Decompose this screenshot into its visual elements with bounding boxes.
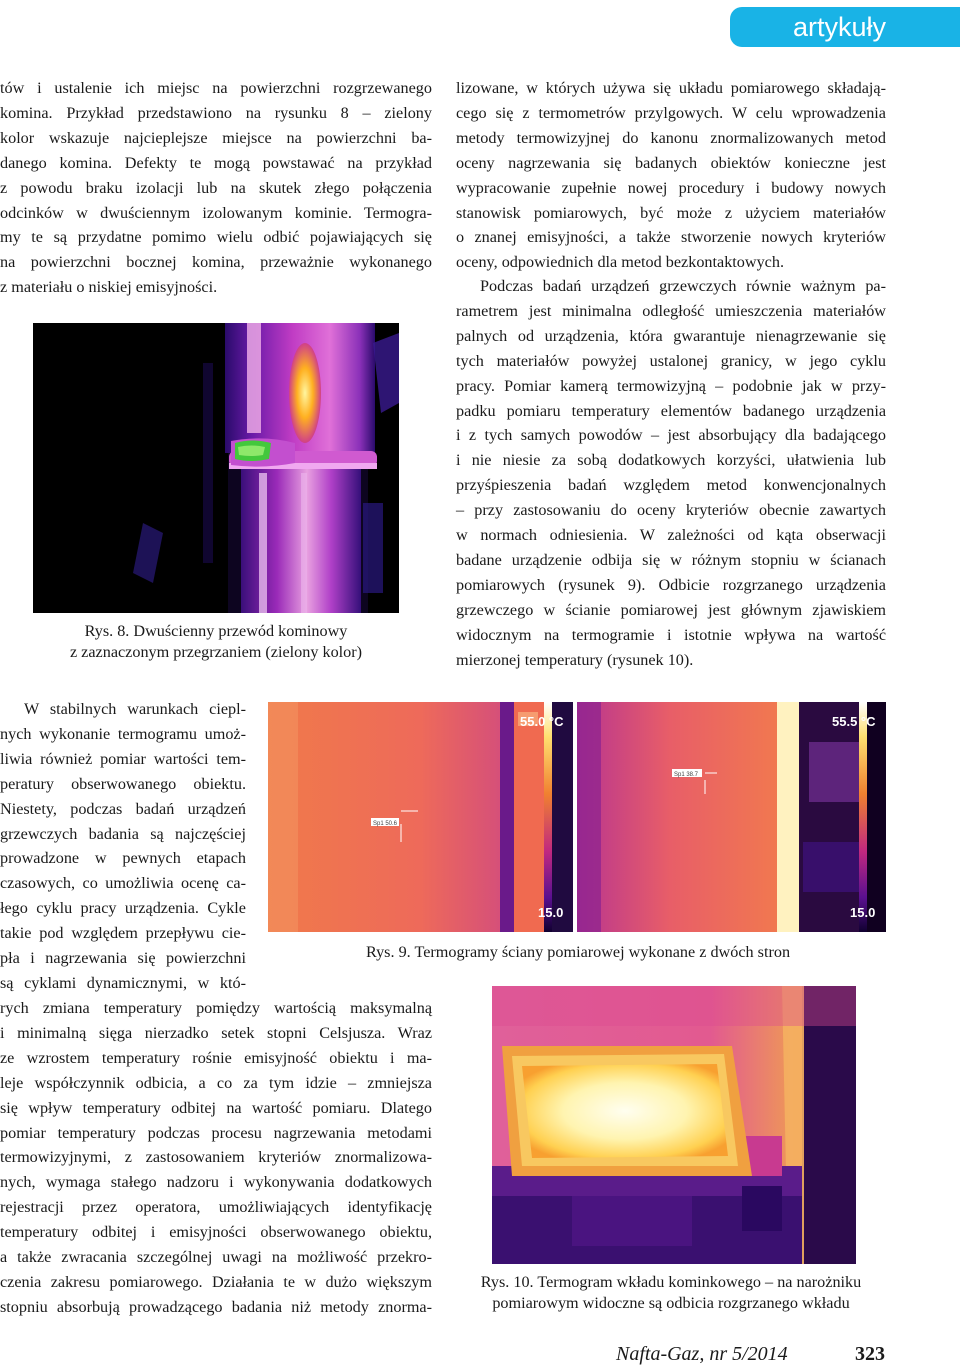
text-line: oceny nagrzewania się badanych obiektów konieczne jest <box>456 153 886 172</box>
right-top-text <box>456 76 886 275</box>
text-line: metody termowizyjnej do kanonu znormalizowanych metod <box>456 128 886 147</box>
text-line: temperatury odbitej i emisyjności obserwowanego obiektu, <box>0 1223 432 1242</box>
figure-9-left-spot-label: Sp1 50.6 <box>373 821 398 827</box>
text-line: wypracowanie zupełnie nowej procedury i budowy nowych <box>456 178 886 197</box>
text-line: z powodu braku izolacji lub na skutek złego połączenia <box>0 178 432 197</box>
right-top-text-para2 <box>456 274 886 673</box>
text-line: z materiału o niskiej emisyjności. <box>0 278 218 297</box>
left-bottom-wide-text <box>0 996 432 1320</box>
figure-8-caption <box>33 621 399 663</box>
text-line: na powierzchni bocznej komina, przeważnie wykonanego <box>0 253 432 272</box>
figure-10-caption-line2: pomiarowym widoczne są odbicia rozgrzanego wkładu <box>492 1294 850 1312</box>
figure-9-right-min: 15.0 <box>850 905 876 920</box>
figure-8-caption-line1: Rys. 8. Dwuścienny przewód kominowy <box>84 622 348 640</box>
text-line: przyśpieszenia badań względem metod konwencjonalnych <box>456 476 886 495</box>
text-line: W stabilnych warunkach ciepl- <box>24 700 246 718</box>
text-line: czenia zakresu pomiarowego. Działania te w dużo większym <box>0 1272 432 1291</box>
text-line: czasowych, co umożliwia ocenę ca- <box>0 874 246 893</box>
figure-9-thermogram-right <box>577 702 886 932</box>
text-line: lizowane, w których używa się układu pomiarowego składają- <box>456 79 886 97</box>
figure-8-thermogram <box>33 323 399 613</box>
text-line: palnych od urządzenia, która gwarantuje nienagrzewanie się <box>456 326 886 345</box>
text-line: i minimalną sięga nierzadko setek stopni Celsjusza. Wraz <box>0 1023 432 1042</box>
text-line: o znanej emisyjności, a także stworzenie nowych kryteriów <box>456 228 886 247</box>
text-line: pomiarowych (rysunek 9). Odbicie rozgrzanego urządzenia <box>456 575 886 594</box>
figure-10-caption-line1: Rys. 10. Termogram wkładu kominkowego – na narożniku <box>480 1273 862 1291</box>
section-tab: artykuły <box>730 7 960 47</box>
text-line: komina. Przykład przedstawiono na rysunku 8 – zielony <box>0 103 432 122</box>
text-line: pła i nagrzewania się powierzchni <box>0 949 246 968</box>
text-line: leje współczynnik odbicia, a co za tym idzie – zmniejsza <box>0 1073 432 1092</box>
text-line: kolor wskazuje najcieplejsze miejsce na powierzchni ba- <box>0 128 432 147</box>
text-line: widocznym na termogramie i istotnie wpływa na wartość <box>456 625 886 644</box>
text-line: pomiar temperatury podczas procesu nagrzewania metodami <box>0 1123 432 1142</box>
figure-10-caption <box>457 1272 885 1314</box>
text-line: Niestety, podczas badań urządzeń <box>0 799 246 818</box>
footer-journal: Nafta-Gaz, nr 5/2014 <box>616 1343 788 1365</box>
text-line: się wpływ temperatury odbitej na wartość pomiaru. Dlatego <box>0 1098 432 1117</box>
text-line: peratury obserwowanego obiektu. <box>0 774 246 793</box>
text-line: liwia również pomiar wartości tem- <box>0 749 246 768</box>
text-line: oceny, odpowiednich dla metod bezkontaktowych. <box>456 253 785 272</box>
figure-9-left-min: 15.0 <box>538 905 564 920</box>
text-line: grzewczych badania są najczęściej <box>0 824 246 843</box>
text-line: ze wzrostem temperatury rośnie emisyjność obiektu i ma- <box>0 1048 432 1067</box>
figure-9-left-max: 55.0 °C <box>520 714 564 729</box>
text-line: prowadzone w pewnych etapach <box>0 849 246 868</box>
text-line: pracy. Pomiar kamerą termowizyjną – podobnie jak w przy- <box>456 376 886 395</box>
left-top-text <box>0 76 432 300</box>
text-line: w normach odniesienia. W zależności od kąta obserwacji <box>456 526 886 545</box>
left-bottom-narrow-text <box>0 697 246 996</box>
text-line: rych zmiana temperatury pomiędzy wartością maksymalną <box>0 999 432 1017</box>
figure-9-right-spot-label: Sp1 38.7 <box>674 772 699 778</box>
text-line: łego cyklu pracy urządzenia. Cykle <box>0 899 246 918</box>
text-line: Podczas badań urządzeń grzewczych równie ważnym pa- <box>480 277 886 295</box>
text-line: i nie niesie za sobą dodatkowych korzyści, ułatwienia lub <box>456 451 886 470</box>
text-line: nych wykonanie termogramu umoż- <box>0 724 246 743</box>
text-line: tów i ustalenie ich miejsc na powierzchni rozgrzewanego <box>0 79 432 97</box>
text-line: padku pomiaru temperatury elementów badanego urządzenia <box>456 401 886 420</box>
text-line: mierzonej temperatury (rysunek 10). <box>456 650 694 669</box>
text-line: grzewczego w ścianie pomiarowej jest głównym zjawiskiem <box>456 600 886 619</box>
text-line: my te są przydatne pomimo wielu odbić pojawiających się <box>0 228 432 247</box>
text-line: badane urządzenie odbija się w różnym stopniu w ścianach <box>456 550 886 569</box>
figure-9-right-max: 55.5 °C <box>832 714 876 729</box>
text-line: a także zwracania szczególnej uwagi na możliwość przekro- <box>0 1248 432 1267</box>
text-line: stanowisk pomiarowych, być może z użyciem materiałów <box>456 203 886 222</box>
text-line: rametrem jest minimalna odległość umieszczenia materiałów <box>456 301 886 320</box>
page-number: 323 <box>855 1343 885 1365</box>
text-line: są cyklami dynamicznymi, w któ- <box>0 973 246 992</box>
figure-8-caption-line2: z zaznaczonym przegrzaniem (zielony kolor) <box>69 643 363 661</box>
text-line: – przy zastosowaniu do oceny kryteriów obecnie zawartych <box>456 501 886 520</box>
text-line: termowizyjnymi, z zastosowaniem kryteriów znormalizowa- <box>0 1148 432 1167</box>
figure-9-thermogram-left <box>268 702 573 932</box>
text-line: takie pod względem przepływu cie- <box>0 924 246 943</box>
text-line: nych, wymaga stałego nadzoru i wykonywania dodatkowych <box>0 1173 432 1192</box>
text-line: rejestracji przez operatora, umożliwiających identyfikację <box>0 1198 432 1217</box>
figure-10-thermogram <box>492 986 856 1264</box>
text-line: danego komina. Defekty te mogą powstawać na przykład <box>0 153 432 172</box>
text-line: i z tych samych powodów – jest absorbujący dla badającego <box>456 426 886 445</box>
text-line: odcinków w dwuściennym izolowanym kominie. Termogra- <box>0 203 432 222</box>
text-line: tych materiałów powyżej ustalonej granicy, w jego cyklu <box>456 351 886 370</box>
figure-9-caption: Rys. 9. Termogramy ściany pomiarowej wykonane z dwóch stron <box>365 943 791 961</box>
text-line: cego się z termometrów przylgowych. W celu wprowadzenia <box>456 103 886 122</box>
text-line: stopniu absorbują prowadzącego badania niż metody znorma- <box>0 1297 432 1316</box>
